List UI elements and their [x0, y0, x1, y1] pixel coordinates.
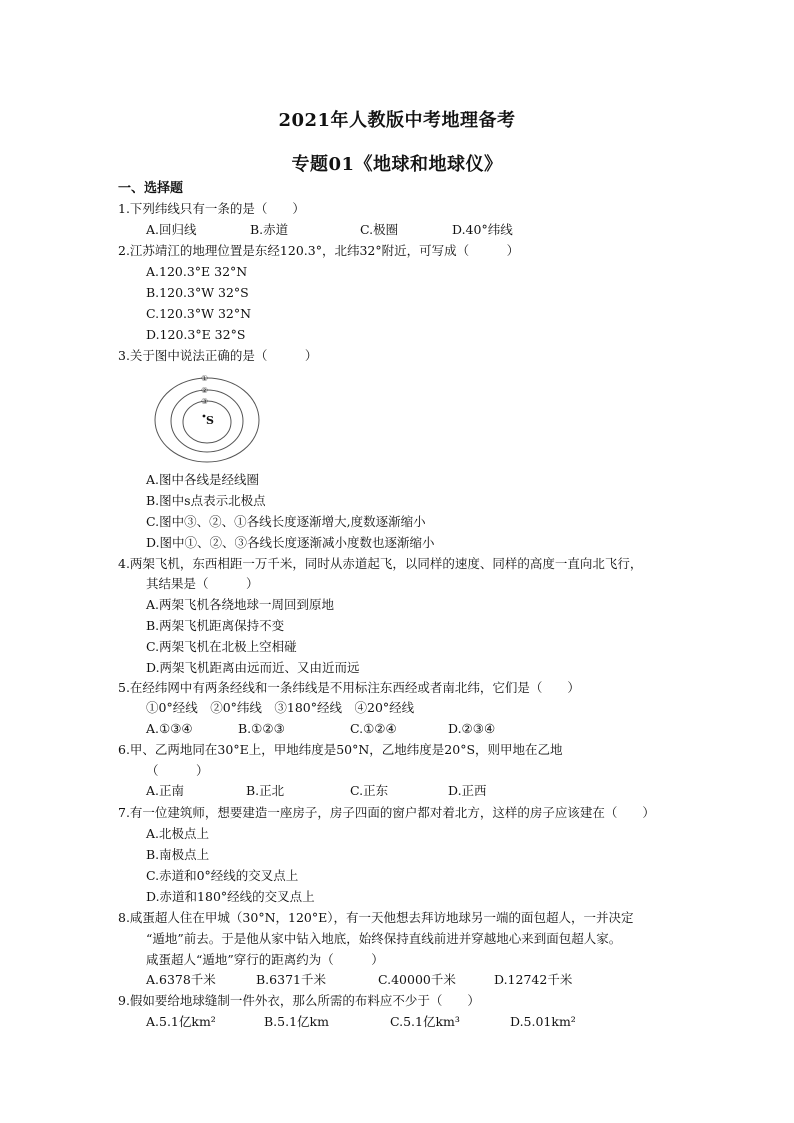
question-2-option-b: B.120.3°W 32°S: [146, 285, 249, 300]
option-d: D.②③④: [448, 721, 496, 736]
question-6-continued: （ ）: [146, 763, 209, 778]
option-c: C.正东: [350, 783, 389, 798]
question-7-option-b: B.南极点上: [146, 847, 210, 862]
question-3-option-b: B.图中s点表示北极点: [146, 493, 266, 508]
section-heading: 一、选择题: [118, 181, 184, 196]
option-b: B.6371千米: [256, 972, 326, 987]
question-2: 2.江苏靖江的地理位置是东经120.3°，北纬32°附近，可写成（ ）: [118, 243, 520, 258]
option-b: B.赤道: [250, 222, 289, 237]
label-3: ③: [201, 397, 209, 406]
option-d: D.正西: [448, 783, 487, 798]
option-d: D.40°纬线: [452, 222, 513, 237]
option-c: C.极圈: [360, 222, 399, 237]
option-c: C.5.1亿km³: [390, 1014, 460, 1029]
concentric-circles-diagram: [150, 372, 270, 464]
option-c: C.40000千米: [378, 972, 456, 987]
page-subtitle: 专题01《地球和地球仪》: [291, 154, 503, 175]
question-7: 7.有一位建筑师，想要建造一座房子，房子四面的窗户都对着北方，这样的房子应该建在（ ）: [118, 805, 655, 820]
question-4: 4.两架飞机，东西相距一万千米，同时从赤道起飞，以同样的速度、同样的高度一直向北飞行，: [118, 556, 643, 571]
question-3-option-a: A.图中各线是经线圈: [146, 472, 260, 487]
question-8: 8.咸蛋超人住在甲城（30°N，120°E），有一天他想去拜访地球另一端的面包超人，一并决定: [118, 910, 634, 925]
option-a: A.5.1亿km²: [146, 1014, 216, 1029]
question-9: 9.假如要给地球缝制一件外衣，那么所需的布料应不少于（ ）: [118, 993, 480, 1008]
point-label: S: [206, 414, 214, 427]
label-2: ②: [201, 386, 209, 395]
question-2-option-c: C.120.3°W 32°N: [146, 306, 252, 321]
page-title: 2021年人教版中考地理备考: [278, 110, 516, 131]
question-4-continued: 其结果是（ ）: [146, 576, 259, 591]
question-2-option-a: A.120.3°E 32°N: [146, 264, 248, 279]
question-4-option-d: D.两架飞机距离由远而近、又由近而远: [146, 660, 360, 675]
option-b: B.5.1亿km: [264, 1014, 329, 1029]
question-3: 3.关于图中说法正确的是（ ）: [118, 348, 318, 363]
question-8-continued: “遁地”前去。于是他从家中钻入地底，始终保持直线前进并穿越地心来到面包超人家。: [146, 931, 622, 946]
question-5: 5.在经纬网中有两条经线和一条纬线是不用标注东西经或者南北纬，它们是（ ）: [118, 680, 580, 695]
question-8-continued-2: 咸蛋超人“遁地”穿行的距离约为（ ）: [146, 952, 384, 967]
option-d: D.12742千米: [494, 972, 573, 987]
question-7-option-a: A.北极点上: [146, 826, 210, 841]
question-3-option-c: C.图中③、②、①各线长度逐渐增大,度数逐渐缩小: [146, 514, 426, 529]
question-1: 1.下列纬线只有一条的是（ ）: [118, 201, 305, 216]
question-7-option-c: C.赤道和0°经线的交叉点上: [146, 868, 299, 883]
question-6: 6.甲、乙两地同在30°E上，甲地纬度是50°N，乙地纬度是20°S，则甲地在乙地: [118, 742, 563, 757]
option-a: A.①③④: [146, 721, 193, 736]
option-a: A.6378千米: [146, 972, 216, 987]
label-1: ①: [201, 374, 209, 383]
question-7-option-d: D.赤道和180°经线的交叉点上: [146, 889, 315, 904]
question-3-option-d: D.图中①、②、③各线长度逐渐减小度数也逐渐缩小: [146, 535, 435, 550]
question-5-items: ①0°经线 ②0°纬线 ③180°经线 ④20°经线: [146, 700, 415, 715]
option-b: B.①②③: [238, 721, 285, 736]
option-b: B.正北: [246, 783, 285, 798]
point-dot: [203, 415, 206, 418]
option-a: A.回归线: [146, 222, 197, 237]
option-a: A.正南: [146, 783, 185, 798]
question-4-option-a: A.两架飞机各绕地球一周回到原地: [146, 597, 335, 612]
option-d: D.5.01km²: [510, 1014, 576, 1029]
question-4-option-b: B.两架飞机距离保持不变: [146, 618, 285, 633]
question-2-option-d: D.120.3°E 32°S: [146, 327, 246, 342]
question-4-option-c: C.两架飞机在北极上空相碰: [146, 639, 297, 654]
option-c: C.①②④: [350, 721, 397, 736]
